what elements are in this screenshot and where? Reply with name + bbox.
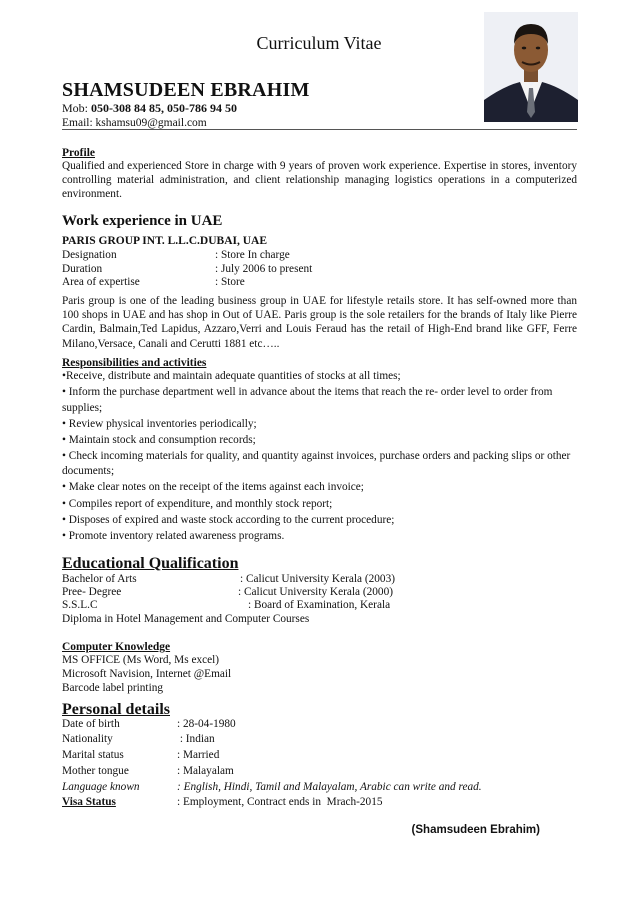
education-row (62, 598, 582, 612)
list-item: • Check incoming materials for quality, and quantity against invoices, purchase orders and packing slips or other documents; (62, 449, 571, 478)
designation-value: : Store In charge (215, 249, 290, 261)
degree-label: Bachelor of Arts (62, 573, 137, 585)
list-item: • Review physical inventories periodically; (62, 417, 257, 430)
list-item: •Receive, distribute and maintain adequate quantities of stocks at all times; (62, 370, 401, 382)
nationality-row (62, 732, 582, 746)
degree-value: : Calicut University Kerala (2000) (238, 586, 393, 598)
expertise-label: Area of expertise (62, 276, 140, 288)
list-item: • Inform the purchase department well in advance about the items that reach the re- order level to order from supplies; (62, 386, 553, 414)
email-line: Email: kshamsu09@gmail.com (62, 117, 207, 129)
dob-value: : 28-04-1980 (177, 718, 236, 730)
dob-row (62, 717, 582, 731)
profile-photo (484, 12, 578, 122)
company-description: Paris group is one of the leading business group in UAE for lifestyle retails store. It has self-owned more than 100 shops in UAE and has shop in Out of UAE. Paris group is the sole retailers for the brands of Italy like Pierre Cardin, Balmain,Ted Lapidus, Azzaro,Verri and Louis Feraud has the retail of High-End brand like GFF, Ferre Milano,Versace, Canali and Cerutti 1881 etc….. (62, 295, 577, 350)
degree-value: : Board of Examination, Kerala (248, 599, 391, 611)
list-item: • Disposes of expired and waste stock according to the current procedure; (62, 513, 395, 526)
languages-row (62, 780, 582, 794)
mobile-line (62, 101, 237, 116)
visa-status-label: Visa Status (62, 796, 116, 808)
header-divider (62, 129, 577, 130)
duration-label: Duration (62, 263, 103, 275)
dob-label: Date of birth (62, 718, 120, 730)
responsibilities-list (62, 369, 582, 545)
work-experience-heading: Work experience in UAE (62, 213, 223, 229)
languages-label: Language known (62, 781, 140, 793)
nationality-label: Nationality (62, 733, 113, 745)
signature-name: (Shamsudeen Ebrahim) (411, 824, 540, 836)
degree-value: : Calicut University Kerala (2003) (240, 573, 395, 585)
computer-knowledge-heading: Computer Knowledge (62, 641, 171, 653)
expertise-value: : Store (215, 276, 245, 288)
degree-label: S.S.L.C (62, 599, 98, 611)
languages-value: : English, Hindi, Tamil and Malayalam, Arabic can write and read. (177, 781, 482, 793)
list-item: • Compiles report of expenditure, and monthly stock report; (62, 497, 333, 510)
list-item: • Make clear notes on the receipt of the items against each invoice; (62, 481, 364, 494)
mother-tongue-row (62, 764, 582, 778)
degree-label: Pree- Degree (62, 586, 122, 598)
marital-status-label: Marital status (62, 749, 124, 761)
designation-label: Designation (62, 249, 117, 261)
designation-row (62, 248, 577, 262)
computer-skill: Barcode label printing (62, 682, 164, 694)
nationality-value: : Indian (177, 733, 215, 745)
profile-text: Qualified and experienced Store in charge with 9 years of proven work experience. Expertise in stores, inventory controlling material administration, and client relationship managing logistics operations in a computerized environment. (62, 160, 577, 201)
expertise-row (62, 275, 577, 289)
personal-details-heading: Personal details (62, 701, 170, 718)
mobile-label: Mob: (62, 101, 89, 115)
mother-tongue-label: Mother tongue (62, 765, 129, 777)
mobile-numbers: 050-308 84 85, 050-786 94 50 (91, 101, 238, 115)
marital-status-value: : Married (177, 749, 220, 761)
list-item: • Maintain stock and consumption records; (62, 433, 256, 446)
marital-status-row (62, 748, 582, 762)
profile-heading: Profile (62, 147, 95, 159)
computer-skill: MS OFFICE (Ms Word, Ms excel) (62, 654, 220, 666)
company-name: PARIS GROUP INT. L.L.C.DUBAI, UAE (62, 235, 268, 247)
duration-value: : July 2006 to present (215, 263, 313, 275)
candidate-name: SHAMSUDEEN EBRAHIM (62, 79, 310, 101)
computer-skill: Microsoft Navision, Internet @Email (62, 668, 232, 680)
list-item: • Promote inventory related awareness programs. (62, 529, 285, 542)
education-heading: Educational Qualification (62, 555, 239, 572)
mother-tongue-value: : Malayalam (177, 765, 234, 777)
visa-status-row (62, 795, 582, 809)
visa-status-value: : Employment, Contract ends in Mrach-2015 (177, 796, 383, 808)
document-title: Curriculum Vitae (256, 33, 382, 53)
diploma-line: Diploma in Hotel Management and Computer Courses (62, 613, 310, 625)
responsibilities-heading: Responsibilities and activities (62, 357, 207, 369)
